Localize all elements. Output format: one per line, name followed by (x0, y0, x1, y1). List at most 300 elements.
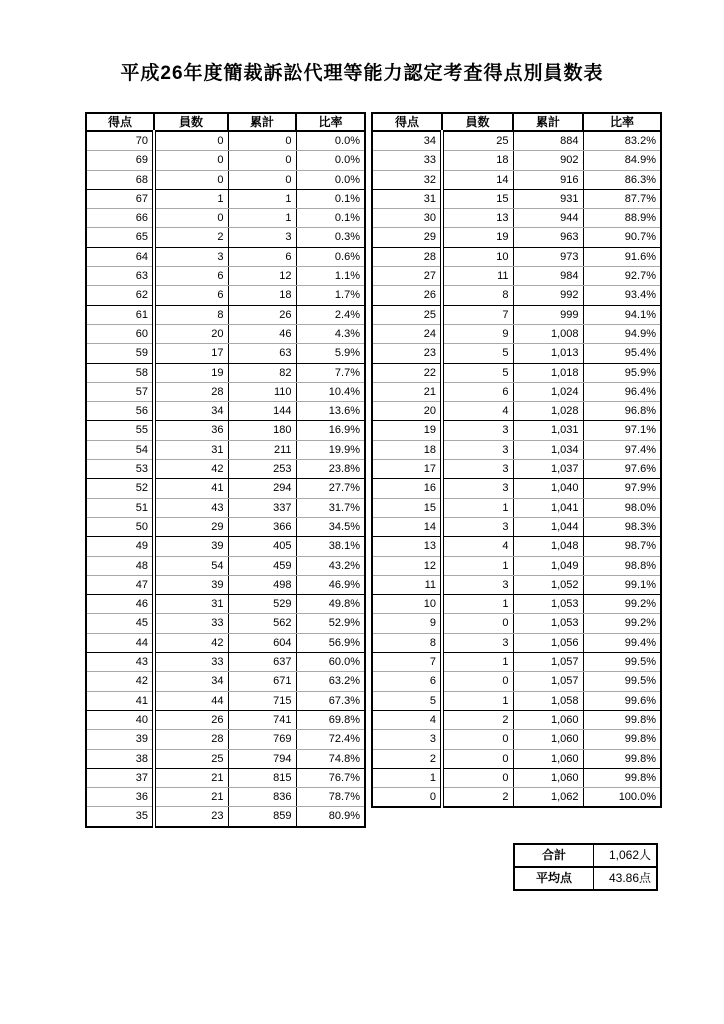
table-row (86, 324, 365, 343)
table-cell: 1,060 (513, 710, 583, 729)
table-row (372, 595, 661, 614)
table-row (372, 517, 661, 536)
table-cell: 1,018 (513, 363, 583, 382)
table-cell: 7.7% (296, 363, 365, 382)
table-cell: 21 (372, 382, 442, 401)
table-row (86, 151, 365, 170)
table-cell: 19 (154, 363, 228, 382)
table-cell: 43 (86, 653, 154, 672)
table-cell: 97.1% (583, 421, 661, 440)
table-row (86, 247, 365, 266)
table-cell: 10 (442, 247, 513, 266)
table-cell: 19.9% (296, 440, 365, 459)
table-cell: 0 (442, 730, 513, 749)
table-cell: 43.86点 (594, 867, 658, 890)
table-cell: 58 (86, 363, 154, 382)
table-cell: 90.7% (583, 228, 661, 247)
table-row (372, 614, 661, 633)
table-cell: 41 (86, 691, 154, 710)
table-cell: 1,049 (513, 556, 583, 575)
table-cell: 11 (372, 575, 442, 594)
table-cell: 92.7% (583, 267, 661, 286)
table-cell: 63 (228, 344, 296, 363)
table-cell: 1,048 (513, 537, 583, 556)
table-cell: 741 (228, 710, 296, 729)
summary-table (513, 843, 658, 891)
column-header-cumulative: 累計 (513, 113, 583, 131)
table-cell: 1 (442, 498, 513, 517)
table-cell: 67 (86, 189, 154, 208)
table-row (86, 286, 365, 305)
table-row (86, 170, 365, 189)
table-cell: 1,060 (513, 768, 583, 787)
table-cell: 8 (442, 286, 513, 305)
table-cell: 973 (513, 247, 583, 266)
table-cell: 60 (86, 324, 154, 343)
table-row (86, 440, 365, 459)
table-cell: 3 (442, 479, 513, 498)
table-cell: 34 (154, 402, 228, 421)
table-cell: 1,013 (513, 344, 583, 363)
table-cell: 72.4% (296, 730, 365, 749)
table-cell: 562 (228, 614, 296, 633)
table-cell: 211 (228, 440, 296, 459)
table-row (514, 844, 657, 867)
table-row (86, 479, 365, 498)
table-cell: 26 (228, 305, 296, 324)
table-cell: 99.8% (583, 749, 661, 768)
table-row (514, 867, 657, 890)
table-cell: 3 (228, 228, 296, 247)
table-cell: 42 (154, 460, 228, 479)
table-cell: 98.3% (583, 517, 661, 536)
table-cell: 1.1% (296, 267, 365, 286)
table-cell: 31.7% (296, 498, 365, 517)
table-cell: 9 (372, 614, 442, 633)
table-cell: 46.9% (296, 575, 365, 594)
table-cell: 61 (86, 305, 154, 324)
table-cell: 0 (228, 131, 296, 151)
table-cell: 98.8% (583, 556, 661, 575)
table-cell: 1,044 (513, 517, 583, 536)
table-cell: 337 (228, 498, 296, 517)
table-cell: 1 (442, 595, 513, 614)
table-row (372, 479, 661, 498)
table-cell: 33 (154, 653, 228, 672)
table-row (86, 517, 365, 536)
table-cell: 82 (228, 363, 296, 382)
table-row (372, 749, 661, 768)
table-cell: 944 (513, 209, 583, 228)
table-row (86, 460, 365, 479)
table-cell: 38 (86, 749, 154, 768)
table-cell: 98.0% (583, 498, 661, 517)
table-cell: 27 (372, 267, 442, 286)
table-row (86, 209, 365, 228)
table-cell: 47 (86, 575, 154, 594)
table-cell: 1,057 (513, 672, 583, 691)
table-cell: 405 (228, 537, 296, 556)
table-cell: 0.6% (296, 247, 365, 266)
table-row (372, 633, 661, 652)
table-cell: 14 (442, 170, 513, 189)
table-cell: 91.6% (583, 247, 661, 266)
table-row (372, 788, 661, 808)
table-cell: 36 (86, 788, 154, 807)
table-cell: 78.7% (296, 788, 365, 807)
table-cell: 12 (372, 556, 442, 575)
table-cell: 95.9% (583, 363, 661, 382)
table-cell: 7 (442, 305, 513, 324)
table-cell: 18 (442, 151, 513, 170)
table-cell: 1,053 (513, 614, 583, 633)
table-cell: 平均点 (514, 867, 594, 890)
table-row (372, 653, 661, 672)
table-cell: 70 (86, 131, 154, 151)
table-cell: 45 (86, 614, 154, 633)
table-cell: 0.1% (296, 189, 365, 208)
table-cell: 55 (86, 421, 154, 440)
table-cell: 96.8% (583, 402, 661, 421)
table-cell: 0 (154, 209, 228, 228)
column-header-count: 員数 (442, 113, 513, 131)
table-cell: 52 (86, 479, 154, 498)
table-cell: 5 (442, 344, 513, 363)
table-cell: 5 (442, 363, 513, 382)
table-cell: 3 (442, 460, 513, 479)
table-cell: 54 (86, 440, 154, 459)
table-cell: 23.8% (296, 460, 365, 479)
table-cell: 42 (154, 633, 228, 652)
table-cell: 62 (86, 286, 154, 305)
table-cell: 1,060 (513, 730, 583, 749)
table-row (86, 633, 365, 652)
table-row (86, 614, 365, 633)
table-cell: 1.7% (296, 286, 365, 305)
table-row (372, 440, 661, 459)
table-cell: 637 (228, 653, 296, 672)
table-cell: 6 (154, 286, 228, 305)
table-cell: 93.4% (583, 286, 661, 305)
table-cell: 4.3% (296, 324, 365, 343)
table-cell: 1,028 (513, 402, 583, 421)
table-cell: 0.0% (296, 131, 365, 151)
table-cell: 0.0% (296, 170, 365, 189)
table-cell: 24 (372, 324, 442, 343)
table-cell: 57 (86, 382, 154, 401)
table-row (372, 189, 661, 208)
table-cell: 12 (228, 267, 296, 286)
table-cell: 76.7% (296, 768, 365, 787)
table-cell: 366 (228, 517, 296, 536)
table-cell: 963 (513, 228, 583, 247)
table-cell: 43.2% (296, 556, 365, 575)
table-cell: 59 (86, 344, 154, 363)
table-row (372, 209, 661, 228)
column-header-count: 員数 (154, 113, 228, 131)
table-cell: 23 (372, 344, 442, 363)
table-cell: 3 (442, 575, 513, 594)
table-cell: 46 (86, 595, 154, 614)
table-cell: 1,031 (513, 421, 583, 440)
table-row (86, 807, 365, 827)
table-cell: 29 (372, 228, 442, 247)
table-cell: 28 (154, 382, 228, 401)
table-cell: 35 (135, 810, 148, 823)
table-row (372, 730, 661, 749)
table-cell: 39 (154, 537, 228, 556)
table-cell: 99.6% (583, 691, 661, 710)
table-cell: 63 (86, 267, 154, 286)
table-cell: 99.4% (583, 633, 661, 652)
table-row (372, 672, 661, 691)
table-row (86, 749, 365, 768)
table-cell: 859 (228, 807, 296, 827)
table-cell: 604 (228, 633, 296, 652)
table-cell: 30 (372, 209, 442, 228)
table-row (86, 363, 365, 382)
table-row (372, 382, 661, 401)
table-cell: 0.0% (296, 151, 365, 170)
table-cell: 769 (228, 730, 296, 749)
table-cell: 66 (86, 209, 154, 228)
table-cell: 0.3% (296, 228, 365, 247)
table-cell: 1,008 (513, 324, 583, 343)
table-cell: 1,058 (513, 691, 583, 710)
table-cell: 38.1% (296, 537, 365, 556)
table-cell: 29 (154, 517, 228, 536)
table-cell: 984 (513, 267, 583, 286)
table-cell: 39 (86, 730, 154, 749)
table-cell: 11 (442, 267, 513, 286)
table-cell: 69 (86, 151, 154, 170)
table-cell: 9 (442, 324, 513, 343)
table-cell: 68 (86, 170, 154, 189)
table-cell: 1 (154, 189, 228, 208)
table-cell: 8 (154, 305, 228, 324)
table-cell: 31 (154, 440, 228, 459)
table-cell: 36 (154, 421, 228, 440)
table-cell: 4 (372, 710, 442, 729)
table-cell: 27.7% (296, 479, 365, 498)
table-cell: 46 (228, 324, 296, 343)
table-row (372, 460, 661, 479)
table-row (86, 710, 365, 729)
table-cell: 0 (228, 170, 296, 189)
table-row (372, 247, 661, 266)
table-row (86, 653, 365, 672)
table-cell: 67.3% (296, 691, 365, 710)
table-row (86, 537, 365, 556)
table-cell: 99.2% (583, 614, 661, 633)
table-cell: 1,062 (513, 788, 583, 808)
table-cell: 49.8% (296, 595, 365, 614)
header-row (372, 113, 661, 131)
table-cell: 1 (228, 209, 296, 228)
table-cell: 96.4% (583, 382, 661, 401)
table-cell: 99.8% (583, 730, 661, 749)
table-cell: 794 (228, 749, 296, 768)
table-cell: 44 (154, 691, 228, 710)
table-cell: 26 (372, 286, 442, 305)
table-row (86, 382, 365, 401)
table-row (86, 575, 365, 594)
table-cell: 110 (228, 382, 296, 401)
table-row (86, 131, 365, 151)
table-cell: 56 (86, 402, 154, 421)
table-cell: 1 (228, 189, 296, 208)
table-cell: 1,052 (513, 575, 583, 594)
table-row (372, 768, 661, 787)
table-cell: 3 (442, 517, 513, 536)
table-cell: 1,041 (513, 498, 583, 517)
table-cell: 0 (442, 672, 513, 691)
table-cell: 2.4% (296, 305, 365, 324)
table-cell: 20 (372, 402, 442, 421)
table-cell: 100.0% (583, 788, 661, 808)
table-cell: 2 (442, 788, 513, 808)
table-cell: 19 (372, 421, 442, 440)
table-cell: 498 (228, 575, 296, 594)
table-cell: 56.9% (296, 633, 365, 652)
table-cell: 87.7% (583, 189, 661, 208)
table-cell: 15 (442, 189, 513, 208)
table-row (86, 595, 365, 614)
table-cell: 94.9% (583, 324, 661, 343)
table-cell: 992 (513, 286, 583, 305)
table-cell: 7 (372, 653, 442, 672)
table-cell: 40 (86, 710, 154, 729)
table-cell: 13 (442, 209, 513, 228)
table-cell: 253 (228, 460, 296, 479)
table-cell: 5 (372, 691, 442, 710)
table-cell: 44 (86, 633, 154, 652)
table-cell: 50 (86, 517, 154, 536)
table-cell: 916 (513, 170, 583, 189)
table-cell: 0 (154, 131, 228, 151)
table-cell: 99.8% (583, 768, 661, 787)
table-cell: 0 (429, 791, 436, 804)
table-cell: 25 (154, 749, 228, 768)
table-cell: 1,024 (513, 382, 583, 401)
table-cell: 42 (86, 672, 154, 691)
column-header-cumulative: 累計 (228, 113, 296, 131)
table-cell: 18 (372, 440, 442, 459)
table-cell: 26 (154, 710, 228, 729)
table-cell: 98.7% (583, 537, 661, 556)
table-cell: 33 (154, 614, 228, 633)
table-cell: 1,062人 (594, 844, 658, 867)
table-cell: 21 (154, 788, 228, 807)
table-cell: 15 (372, 498, 442, 517)
table-cell: 20 (154, 324, 228, 343)
table-cell: 1,034 (513, 440, 583, 459)
table-cell: 294 (228, 479, 296, 498)
table-cell: 2 (154, 228, 228, 247)
table-cell: 84.9% (583, 151, 661, 170)
table-cell: 2 (442, 710, 513, 729)
table-cell: 54 (154, 556, 228, 575)
table-row (372, 537, 661, 556)
table-cell: 52.9% (296, 614, 365, 633)
table-cell: 3 (442, 421, 513, 440)
table-cell: 5.9% (296, 344, 365, 363)
table-cell: 1,060 (513, 749, 583, 768)
table-cell: 94.1% (583, 305, 661, 324)
table-row (86, 267, 365, 286)
table-cell: 1,057 (513, 653, 583, 672)
table-cell: 31 (372, 189, 442, 208)
table-cell: 13 (372, 537, 442, 556)
table-cell: 4 (442, 537, 513, 556)
table-cell: 51 (86, 498, 154, 517)
column-header-score: 得点 (372, 113, 442, 131)
table-row (372, 363, 661, 382)
table-cell: 17 (154, 344, 228, 363)
table-row (86, 498, 365, 517)
table-cell: 16.9% (296, 421, 365, 440)
table-cell: 0 (442, 768, 513, 787)
table-cell: 1,037 (513, 460, 583, 479)
table-cell: 0 (154, 170, 228, 189)
table-cell: 671 (228, 672, 296, 691)
table-cell: 0 (228, 151, 296, 170)
table-cell: 99.2% (583, 595, 661, 614)
table-cell: 1 (442, 691, 513, 710)
table-cell: 6 (154, 267, 228, 286)
table-cell: 31 (154, 595, 228, 614)
table-cell: 1,053 (513, 595, 583, 614)
table-cell: 28 (154, 730, 228, 749)
column-header-ratio: 比率 (296, 113, 365, 131)
table-cell: 6 (442, 382, 513, 401)
table-row (372, 305, 661, 324)
table-row (372, 267, 661, 286)
table-cell: 180 (228, 421, 296, 440)
table-cell: 74.8% (296, 749, 365, 768)
column-header-ratio: 比率 (583, 113, 661, 131)
page-title: 平成26年度簡裁訴訟代理等能力認定考査得点別員数表 (120, 63, 604, 84)
table-cell: 815 (228, 768, 296, 787)
table-row (86, 730, 365, 749)
table-row (372, 575, 661, 594)
table-row (372, 151, 661, 170)
table-row (372, 402, 661, 421)
table-cell: 34 (372, 131, 442, 151)
table-cell: 60.0% (296, 653, 365, 672)
table-cell: 95.4% (583, 344, 661, 363)
table-cell: 17 (372, 460, 442, 479)
table-cell: 37 (86, 768, 154, 787)
table-row (372, 324, 661, 343)
table-cell: 13.6% (296, 402, 365, 421)
table-cell: 6 (228, 247, 296, 266)
table-cell: 884 (513, 131, 583, 151)
table-row (86, 189, 365, 208)
table-row (372, 710, 661, 729)
table-cell: 32 (372, 170, 442, 189)
table-cell: 99.5% (583, 653, 661, 672)
table-cell: 97.4% (583, 440, 661, 459)
table-cell: 10.4% (296, 382, 365, 401)
table-cell: 1,056 (513, 633, 583, 652)
table-cell: 34.5% (296, 517, 365, 536)
table-row (86, 228, 365, 247)
column-header-score: 得点 (86, 113, 154, 131)
table-cell: 86.3% (583, 170, 661, 189)
table-row (372, 691, 661, 710)
table-row (372, 286, 661, 305)
